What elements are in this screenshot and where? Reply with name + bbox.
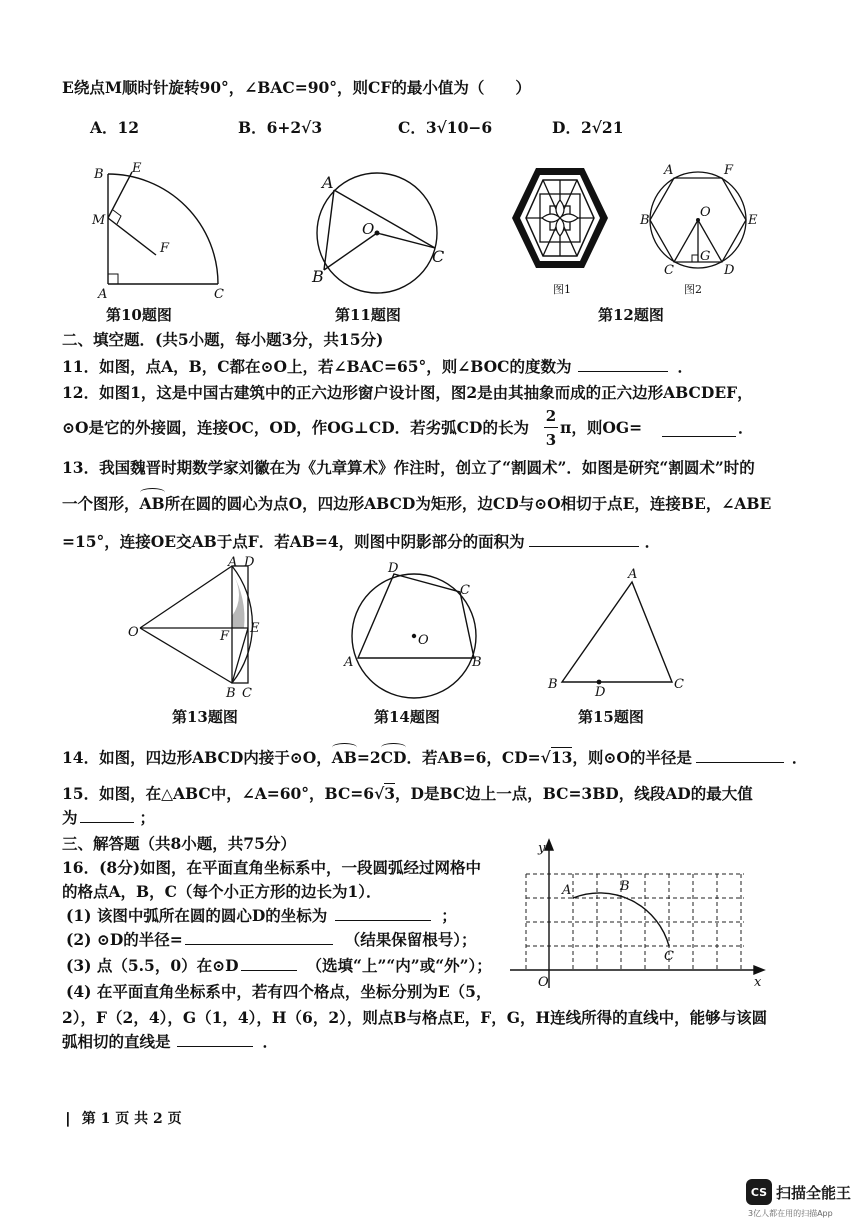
label-a: A [344,655,354,670]
q12-frac-num: 2 [545,407,557,425]
label-o: O [418,633,429,648]
q13-line2: 一个图形， AB所在圆的圆心为点O，四边形ABCD为矩形，边CD与⊙O相切于点E，连接BE，∠ABE [62,494,771,514]
label-a: A [562,883,572,898]
brand-tagline: 3亿人都在用的扫描App [748,1209,833,1218]
label-x: x [754,975,762,990]
q11: 11．如图，点A，B，C都在⊙O上，若∠BAC=65°，则∠BOC的度数为 ． [62,357,694,376]
q15-line2: 为 ； [62,808,156,827]
label-b: B [472,655,482,670]
label-b: B [312,267,324,286]
figure-14 [338,558,498,704]
label-a: A [322,173,334,192]
caption-fig11: 第11题图 [335,306,401,324]
label-m: M [92,213,106,228]
label-c: C [664,949,674,964]
label-b: B [226,686,236,701]
q10-option-d: D．2√21 [552,118,624,137]
label-y: y [538,841,546,856]
label-c: C [664,263,674,278]
label-c: C [460,583,470,598]
section2-heading: 二、填空题．(共5小题，每小题3分，共15分) [62,330,384,349]
q13-answer-blank [529,532,639,547]
q13-line3: =15°，连接OE交AB于点F．若AB=4，则图中阴影部分的面积为 ． [62,532,661,551]
q16-part2: (2) ⊙D的半径= （结果保留根号）； [66,930,477,949]
label-a: A [664,163,674,178]
q15-answer-blank [80,808,134,823]
page-number: 第 1 页 共 2 页 [81,1111,182,1127]
page-footer: ❘ 第 1 页 共 2 页 [62,1111,182,1127]
q14-sqrt: √13 [540,748,573,767]
q11-text: 11．如图，点A，B，C都在⊙O上，若∠BAC=65°，则∠BOC的度数为 [62,357,572,376]
label-f: F [220,629,230,644]
q15-line1: 15．如图，在△ABC中，∠A=60°，BC=6√3，D是BC边上一点，BC=3BD，线段AD的最大值 [62,784,753,803]
label-g: G [700,249,711,264]
label-d: D [724,263,735,278]
label-f: F [160,241,170,256]
label-c: C [214,287,224,302]
q14-answer-blank [696,748,784,763]
figure-12-window [510,164,610,274]
label-c: C [242,686,252,701]
caption-fig12: 第12题图 [598,306,664,324]
figure-15-labels [547,567,684,700]
q16-part3-blank [241,956,297,971]
label-o: O [362,220,375,238]
caption-fig14: 第14题图 [374,708,440,726]
label-d: D [595,685,606,700]
section3-heading: 三、解答题（共8小题，共75分） [62,834,296,853]
q16-part1-blank [335,906,431,921]
q16-line2: 的格点A，B，C（每个小正方形的边长为1）． [62,882,382,901]
figure-14-labels [343,561,482,670]
figure-10 [88,160,238,300]
q16-part4-line1: (4) 在平面直角坐标系中，若有四个格点，坐标分别为E（5， [66,982,492,1001]
q15-sqrt: √3 [374,784,396,803]
q12-frac-den: 3 [545,431,557,449]
figure-11 [310,166,450,296]
label-o: O [700,205,711,220]
q16-part2-blank [185,930,333,945]
q10-option-c: C．3√10−6 [398,118,493,137]
q13-arc-ab: AB [140,494,165,514]
label-b: B [640,213,650,228]
label-e: E [132,161,142,176]
q16-part4-blank [177,1032,253,1047]
label-d: D [244,555,255,570]
q14-arc-cd: CD [381,748,407,768]
q12-answer-blank [662,422,736,437]
figure-15 [544,566,694,700]
brand-name: 扫描全能王 [776,1184,852,1202]
q16-part1: (1) 该图中弧所在圆的圆心D的坐标为 ； [66,906,457,925]
q11-answer-blank [578,357,668,372]
q16-line1: 16．(8分)如图，在平面直角坐标系中，一段圆弧经过网格中 [62,858,482,877]
label-e: E [748,213,758,228]
label-o: O [128,625,139,640]
fig12-subcaption-1: 图1 [553,283,571,296]
label-b: B [620,879,630,894]
scanner-watermark [746,1177,860,1219]
q16-part3: (3) 点（5.5，0）在⊙D （选填“上”“内”或“外”）； [66,956,492,975]
camscanner-icon: CS [746,1179,772,1205]
label-a: A [628,567,638,582]
label-d: D [388,561,399,576]
q14: 14．如图，四边形ABCD内接于⊙O， AB=2 CD．若AB=6，CD=√13，则⊙O的半径是 ． [62,748,807,768]
q13-line1: 13．我国魏晋时期数学家刘徽在为《九章算术》作注时，创立了“割圆术”．如图是研究“割圆术”时的 [62,458,755,477]
figure-13 [126,556,276,701]
q16-part4-line2: 2），F（2，4），G（1，4），H（6，2），则点B与格点E，F，G，H连线所得的直线中，能够与该圆 [62,1008,768,1027]
caption-fig13: 第13题图 [172,708,238,726]
q10-stem-tail: E绕点M顺时针旋转90°，∠BAC=90°，则CF的最小值为（ ） [62,78,531,97]
label-b: B [548,677,558,692]
q10-option-a: A．12 [90,118,140,137]
q16-part4-line3: 弧相切的直线是 ． [62,1032,279,1051]
label-e: E [250,621,260,636]
q10-option-b: B．6+2√3 [238,118,323,137]
label-c: C [674,677,684,692]
label-o: O [538,975,549,990]
q14-arc-ab: AB [332,748,357,768]
label-b: B [94,167,104,182]
fig12-subcaption-2: 图2 [684,283,702,296]
label-c: C [432,247,445,266]
figure-16-labels [537,841,762,990]
caption-fig10: 第10题图 [106,306,172,324]
label-a: A [228,555,238,570]
label-a: A [98,287,108,302]
label-f: F [724,163,734,178]
figure-16-grid [506,838,768,998]
q12-line1: 12．如图1，这是中国古建筑中的正六边形窗户设计图，图2是由其抽象而成的正六边形ABCDEF， [62,383,753,402]
figure-12-hexagon [638,164,758,278]
caption-fig15: 第15题图 [578,708,644,726]
